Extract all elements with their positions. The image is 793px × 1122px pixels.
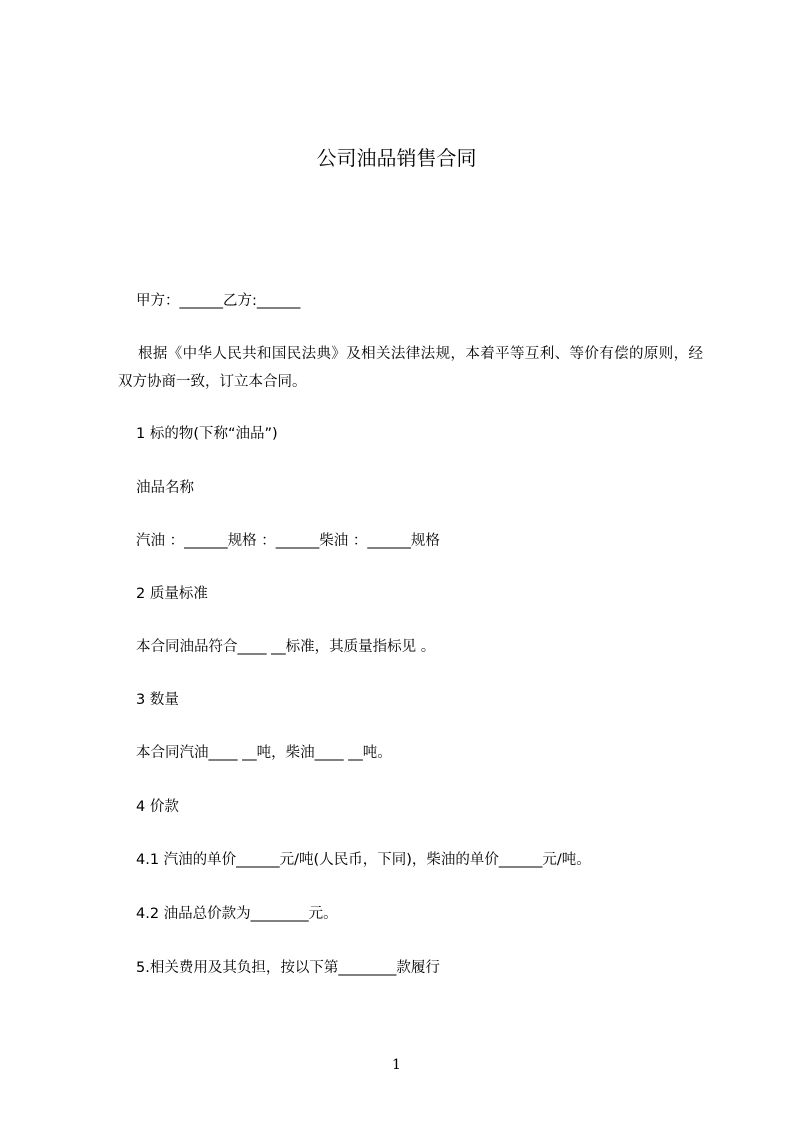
- section-3-text: 本合同汽油____ __吨，柴油____ __吨。: [136, 745, 392, 761]
- page-number: 1: [392, 1057, 401, 1073]
- parties-line: 甲方：______乙方:______: [136, 293, 301, 309]
- section-4-2-text: 4.2 油品总价款为________元。: [136, 906, 338, 922]
- section-5-text: 5.相关费用及其负担，按以下第________款履行: [136, 960, 440, 976]
- section-4-heading: 4 价款: [136, 799, 179, 815]
- preamble-paragraph: 根据《中华人民共和国民法典》及相关法律法规，本着平等互利、等价有偿的原则，经双方协商一致，订立本合同。: [118, 346, 703, 390]
- section-4-1-text: 4.1 汽油的单价______元/吨(人民币，下同)，柴油的单价______元/吨。: [136, 852, 591, 868]
- section-3-heading: 3 数量: [136, 692, 179, 708]
- section-2-heading: 2 质量标准: [136, 586, 208, 602]
- section-2-text: 本合同油品符合____ __标准，其质量指标见 。: [136, 639, 436, 655]
- section-1-subheading: 油品名称: [136, 480, 194, 496]
- document-title: 公司油品销售合同: [316, 146, 477, 170]
- section-1-heading: 1 标的物(下称“油品”): [136, 426, 278, 442]
- section-1-spec-line: 汽油 ：______规格 ：______柴油 ：______规格: [136, 533, 440, 549]
